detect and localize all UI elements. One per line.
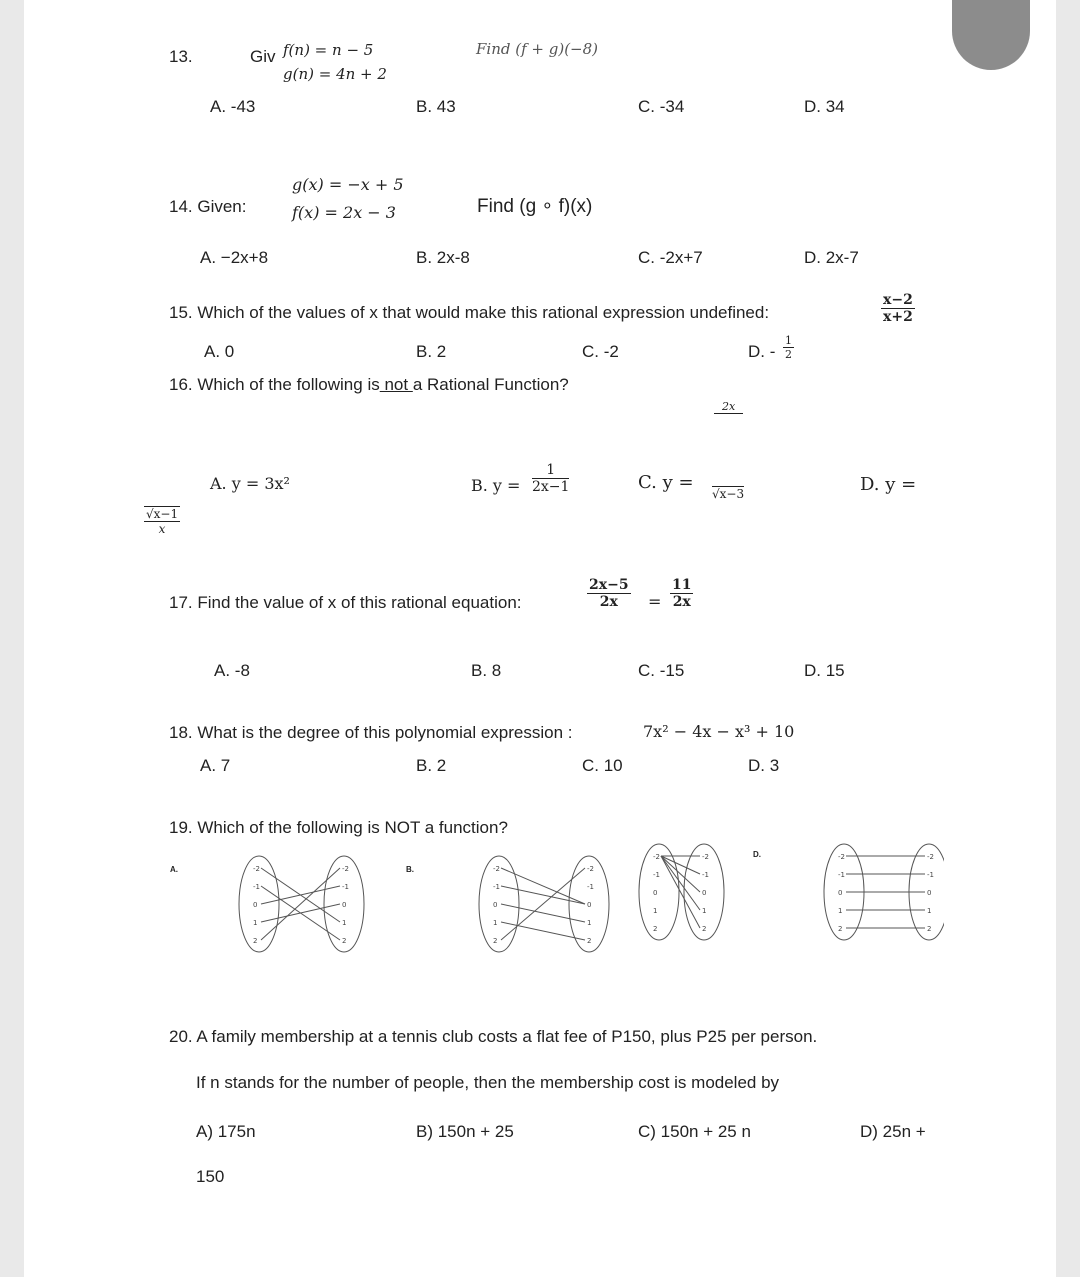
diagram-c-domain-value: -1 xyxy=(653,871,660,879)
q16-b-num: 1 xyxy=(532,462,569,479)
q17-equals: = xyxy=(648,592,662,611)
q16-c-num: 2x xyxy=(714,400,743,414)
q14-choice-a[interactable]: A. −2x+8 xyxy=(200,248,269,267)
diagram-d-range-value: 0 xyxy=(927,889,932,897)
q17-lhs-num: 2x−5 xyxy=(589,577,629,593)
q16-choice-a[interactable]: A. y = 3x² xyxy=(210,474,290,493)
q14-line2: f(x) = 2x − 3 xyxy=(292,203,396,222)
diagram-b-domain-value: 0 xyxy=(493,901,498,909)
q14-find: Find (g ∘ f)(x) xyxy=(477,196,593,217)
q16-choice-b[interactable]: B. y = xyxy=(471,476,521,495)
diagram-d-range-value: 2 xyxy=(927,925,932,933)
diagram-b-domain-value: -2 xyxy=(493,865,500,873)
q19-mapping-diagrams xyxy=(204,842,944,982)
q13-choice-d[interactable]: D. 34 xyxy=(804,97,845,116)
q16-d-den: x xyxy=(158,522,166,536)
diagram-d-range-value: -2 xyxy=(927,853,934,861)
q16-c-den: √x−3 xyxy=(712,487,745,501)
q16-choice-d[interactable]: D. y = xyxy=(860,474,917,495)
diagram-b-range-value: 2 xyxy=(587,937,592,945)
diagram-a-mapping-arrow xyxy=(261,868,340,940)
diagram-c-mapping-arrow xyxy=(661,856,700,910)
diagram-c-domain-value: 0 xyxy=(653,889,658,897)
q14-choice-c[interactable]: C. -2x+7 xyxy=(638,248,703,267)
q16-text-before: 16. Which of the following is xyxy=(169,375,380,394)
diagram-b-mapping-arrow xyxy=(501,904,585,922)
diagram-c-mapping-arrow xyxy=(661,856,700,892)
diagram-d-domain-value: 0 xyxy=(838,889,843,897)
q15-choice-a[interactable]: A. 0 xyxy=(204,342,235,361)
q15-frac-den: x+2 xyxy=(883,309,913,325)
q19-label-d[interactable]: D. xyxy=(753,850,761,859)
diagram-d-domain-value: 1 xyxy=(838,907,843,915)
diagram-b-domain-value: 1 xyxy=(493,919,498,927)
q18-choice-c[interactable]: C. 10 xyxy=(582,756,623,775)
q15-d-den: 2 xyxy=(785,348,792,361)
q15-fraction xyxy=(881,292,915,325)
q15-d-fraction xyxy=(783,334,794,361)
q17-lhs-den: 2x xyxy=(599,594,618,610)
q14-choice-b[interactable]: B. 2x-8 xyxy=(416,248,470,267)
q15-choice-b[interactable]: B. 2 xyxy=(416,342,447,361)
diagram-b-range-value: 0 xyxy=(587,901,592,909)
diagram-c-range-value: -2 xyxy=(702,853,709,861)
q20-choice-c[interactable]: C) 150n + 25 n xyxy=(638,1122,751,1141)
q17-choice-d[interactable]: D. 15 xyxy=(804,661,845,680)
worksheet-page xyxy=(24,0,1056,1277)
diagram-a-domain-value: -2 xyxy=(253,865,260,873)
q16-choice-c[interactable]: C. y = xyxy=(638,472,694,493)
q19-text: 19. Which of the following is NOT a function? xyxy=(169,818,508,837)
q17-choice-a[interactable]: A. -8 xyxy=(214,661,250,680)
q14-number: 14. Given: xyxy=(169,197,247,216)
q17-lhs xyxy=(587,577,631,610)
diagram-d-domain-value: -1 xyxy=(838,871,845,879)
diagram-b-range-value: -1 xyxy=(587,883,594,891)
diagram-a-range-value: -2 xyxy=(342,865,349,873)
diagram-b-domain-value: -1 xyxy=(493,883,500,891)
diagram-b-mapping-arrow xyxy=(501,868,585,904)
q18-choice-a[interactable]: A. 7 xyxy=(200,756,231,775)
diagram-c-domain-value: -2 xyxy=(653,853,660,861)
q15-frac-num: x−2 xyxy=(883,292,913,308)
diagram-a-range-value: 2 xyxy=(342,937,347,945)
q14-choice-d[interactable]: D. 2x-7 xyxy=(804,248,859,267)
diagram-b-domain-value: 2 xyxy=(493,937,498,945)
q13-line1: f(n) = n − 5 xyxy=(283,41,374,59)
q20-choice-a[interactable]: A) 175n xyxy=(196,1122,256,1141)
q15-d-num: 1 xyxy=(785,334,792,347)
q16-d-fraction xyxy=(144,506,180,536)
diagram-b-mapping-arrow xyxy=(501,886,585,904)
diagram-d-range-value: -1 xyxy=(927,871,934,879)
q20-line2: If n stands for the number of people, then the membership cost is modeled by xyxy=(196,1073,780,1092)
q17-choice-c[interactable]: C. -15 xyxy=(638,661,685,680)
q20-choice-d-wrap: 150 xyxy=(196,1167,225,1186)
q20-choice-d[interactable]: D) 25n + xyxy=(860,1122,926,1141)
q16-text xyxy=(169,375,569,395)
diagram-a-mapping-arrow xyxy=(261,886,340,904)
q13-number: 13. xyxy=(169,47,193,66)
diagram-d-domain-value: 2 xyxy=(838,925,843,933)
diagram-c-range-value: 0 xyxy=(702,889,707,897)
diagram-c-mapping-arrow xyxy=(661,856,700,874)
q16-text-not: not xyxy=(379,375,413,394)
q18-expression: 7x² − 4x − x³ + 10 xyxy=(643,722,795,741)
q15-choice-d[interactable]: D. - xyxy=(748,342,776,361)
q13-given: Giv xyxy=(250,47,276,66)
q16-text-after: a Rational Function? xyxy=(412,375,569,394)
q15-text: 15. Which of the values of x that would make this rational expression undefined: xyxy=(169,303,770,322)
q17-rhs xyxy=(670,577,693,610)
q16-d-num: √x−1 xyxy=(146,507,179,521)
q18-choice-d[interactable]: D. 3 xyxy=(748,756,780,775)
profile-avatar[interactable] xyxy=(952,0,1030,70)
diagram-d-domain-value: -2 xyxy=(838,853,845,861)
q16-b-fraction xyxy=(532,462,569,495)
diagram-c-range-value: -1 xyxy=(702,871,709,879)
q13-find: Find (f + g)(−8) xyxy=(476,40,599,58)
q20-line1: 20. A family membership at a tennis club costs a flat fee of P150, plus P25 per person. xyxy=(169,1027,818,1046)
diagram-a-range-value: 0 xyxy=(342,901,347,909)
diagram-a-domain-value: 0 xyxy=(253,901,258,909)
diagram-c-mapping-arrow xyxy=(661,856,700,928)
q17-text: 17. Find the value of x of this rational equation: xyxy=(169,593,522,612)
diagram-a-mapping-arrow xyxy=(261,904,340,922)
diagram-a-range-value: 1 xyxy=(342,919,347,927)
diagram-c-domain-value: 1 xyxy=(653,907,658,915)
q19-label-b[interactable]: B. xyxy=(406,865,414,874)
diagram-a-domain-value: -1 xyxy=(253,883,260,891)
q15-choice-c[interactable]: C. -2 xyxy=(582,342,619,361)
q18-text: 18. What is the degree of this polynomial expression : xyxy=(169,723,573,742)
q13-choice-a[interactable]: A. -43 xyxy=(210,97,256,116)
q16-b-den: 2x−1 xyxy=(532,479,570,495)
q13-choice-b[interactable]: B. 43 xyxy=(416,97,456,116)
q20-choice-b[interactable]: B) 150n + 25 xyxy=(416,1122,514,1141)
diagram-a-range-value: -1 xyxy=(342,883,349,891)
q13-choice-c[interactable]: C. -34 xyxy=(638,97,685,116)
q17-choice-b[interactable]: B. 8 xyxy=(471,661,502,680)
q14-line1: g(x) = −x + 5 xyxy=(292,175,404,194)
q19-label-a[interactable]: A. xyxy=(170,865,178,874)
diagram-c-range-value: 2 xyxy=(702,925,707,933)
diagram-b-range-value: 1 xyxy=(587,919,592,927)
q18-choice-b[interactable]: B. 2 xyxy=(416,756,447,775)
diagram-b-range-value: -2 xyxy=(587,865,594,873)
q17-rhs-num: 11 xyxy=(672,577,692,593)
q17-rhs-den: 2x xyxy=(672,594,691,610)
diagram-a-domain-value: 1 xyxy=(253,919,258,927)
diagram-a-domain-value: 2 xyxy=(253,937,258,945)
diagram-c-range-value: 1 xyxy=(702,907,707,915)
diagram-c-domain-value: 2 xyxy=(653,925,658,933)
q13-line2: g(n) = 4n + 2 xyxy=(283,65,387,83)
diagram-d-range-value: 1 xyxy=(927,907,932,915)
